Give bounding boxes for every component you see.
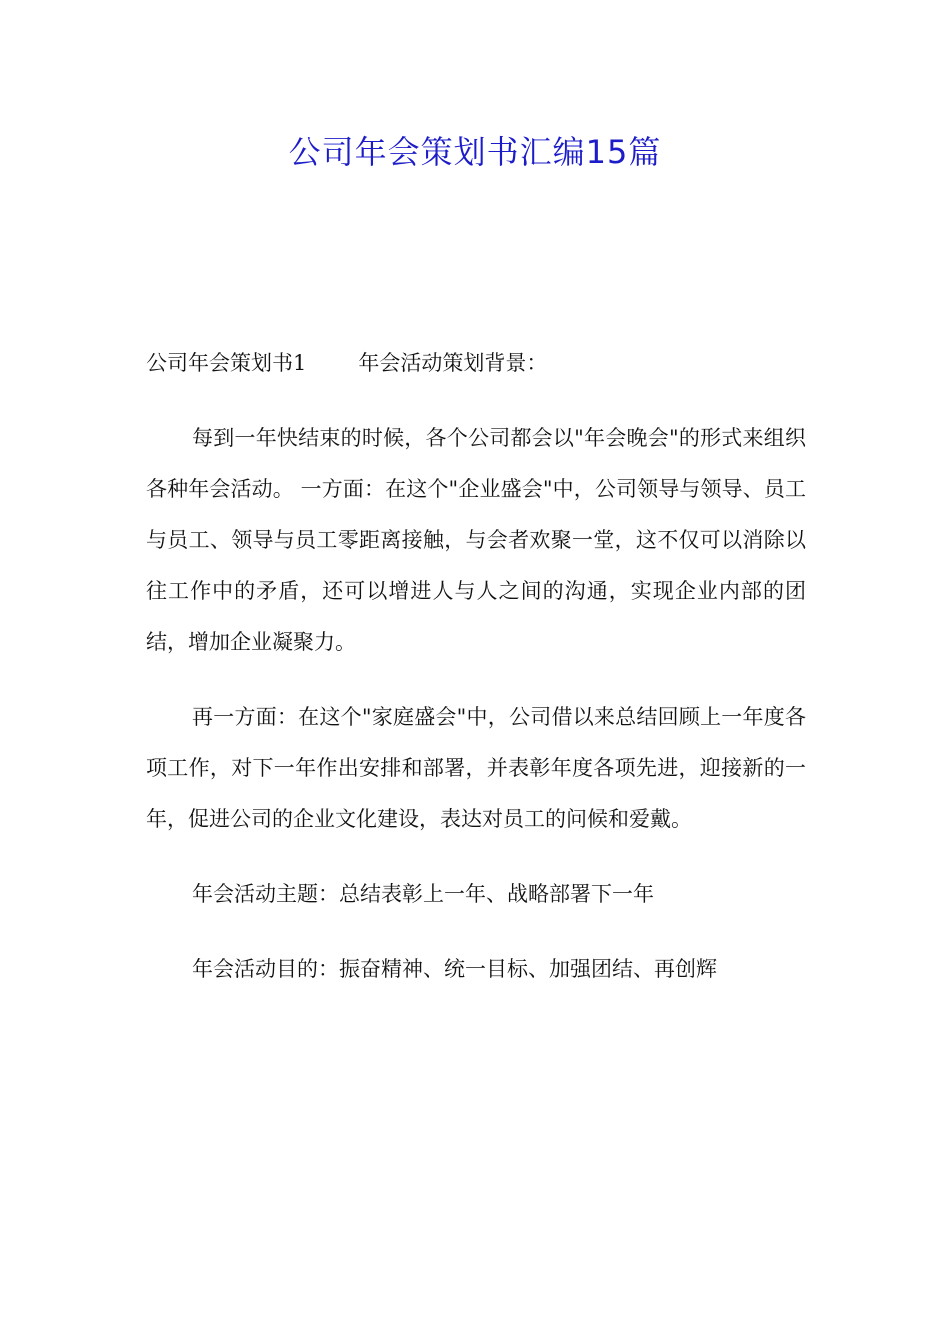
document-title: 公司年会策划书汇编15篇: [288, 133, 662, 171]
section-label: 公司年会策划书1: [146, 351, 307, 375]
paragraph-2: 再一方面：在这个"家庭盛会"中，公司借以来总结回顾上一年度各项工作，对下一年作出安排和部署，并表彰年度各项先进，迎接新的一年，促进公司的企业文化建设，表达对员工的问候和爱戴。: [146, 705, 806, 831]
section-heading: 年会活动策划背景：: [358, 351, 548, 375]
document-body: [146, 338, 806, 1019]
paragraph-purpose: 年会活动目的：振奋精神、统一目标、加强团结、再创辉: [192, 957, 717, 981]
paragraph-1: 每到一年快结束的时候，各个公司都会以"年会晚会"的形式来组织各种年会活动。 一方面：在这个"企业盛会"中，公司领导与领导、员工与员工、领导与员工零距离接触，与会者欢聚一堂，这不仅可以消除以往工作中的矛盾，还可以增进人与人之间的沟通，实现企业内部的团结，增加企业凝聚力。: [146, 426, 806, 654]
paragraph-theme: 年会活动主题：总结表彰上一年、战略部署下一年: [192, 882, 654, 906]
section-heading-line: [146, 338, 806, 389]
